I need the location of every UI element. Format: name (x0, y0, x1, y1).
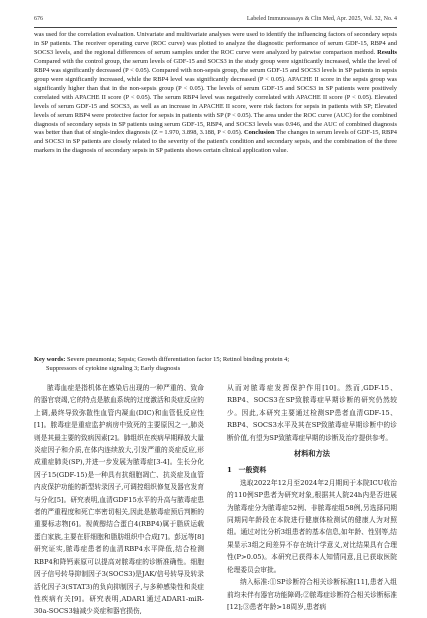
english-abstract (34, 31, 397, 156)
page-number: 676 (34, 16, 43, 22)
keywords (34, 356, 397, 374)
results-label: Results (377, 48, 397, 56)
body-right-column (227, 382, 397, 613)
journal-citation: Labeled Immunoassays & Clin Med, Apr. 2025, Vol. 32, No. 4 (246, 16, 397, 22)
intro-paragraph: 脓毒血症是指机体在感染后出现的一种严重的、致命的器官衰竭,它的特点是脓血系统的过度激活和炎症反应的上调,最终导致弥散性血管内凝血(DIC)和血管低反应性[1]。脓毒症是重症监护病房中致死的主要原因之一,肺炎则是其最主要的致病因素[2]。肺组织在疾病早期释放大量炎症因子和介质,在体内连续放大,引发严重的炎症反应,形成重症肺炎(SP),并进一步发展为脓毒症[3-4]。生长分化因子15(GDF-15)是一种具有抗细胞凋亡、抗炎症及血管内皮保护功能的新型转录因子,可调控组织修复及器官发育与分化[5]。研究表明,血清GDF15水平的升高与脓毒症患者的严重程度和死亡率密切相关,因此是脓毒症预后判断的重要标志物[6]。视黄醇结合蛋白4(RBP4)属于脂质运载蛋白家族,主要在肝细胞和脂肪组织中合成[7]。彭远等[8]研究证实,脓毒症患者的血清RBP4水平降低,结合检测RBP4和降钙素原可以提高对脓毒症的诊断准确性。细胞因子信号转导抑制因子3(SOCS3)是JAK/信号转导及转录活化因子3(STAT3)的负向抑制因子,与多种感染性和炎症性疾病有关[9]。研究表明,ADAR1通过ADAR1-miR-30a-SOCS3轴减少炎症和器官损伤, (34, 384, 204, 616)
keywords-label: Key words: (34, 356, 66, 363)
keywords-line-1: Severe pneumonia; Sepsis; Growth differentiation factor 15; Retinol binding protein 4; (67, 356, 290, 363)
subsection-title: 1 一般资料 (227, 466, 267, 475)
body-left-column (34, 382, 204, 618)
abstract-results-text: Compared with the control group, the serum levels of GDF-15 and SOCS3 in the study group were significantly increased, while the level of RBP4 was significantly decreased (P < 0.05). Compared with non-sepsis group, the serum GDF-15 and SOCS3 levels in SP patients in sepsis group were significantly increased, while the RBP4 level was significantly decreased (P < 0.05). APACHE II score in the sepsis group was significantly higher than that in the non-sepsis group (P < 0.05). The levels of serum GDF-15 and SOCS3 in SP patients were positively correlated with APACHE II score (P < 0.05). The serum RBP4 level was negatively correlated with APACHE II score (P < 0.05). Elevated levels of serum GDF-15 and SOCS3, as well as an increase in APACHE II score, were risk factors for sepsis in patients with SP; Elevated levels of serum RBP4 were protective factor for sepsis in patients with SP (P < 0.05). The area under the ROC curve (AUC) for the combined diagnosis of secondary sepsis in SP patients using serum GDF-15, RBP4, and SOCS3 levels was 0.946, and the AUC of combined diagnosis was better than that of single-index diagnosis (Z = 1.970, 3.898, 3.188, P < 0.05). (34, 57, 397, 137)
intro-paragraph-continued: 从而对脓毒症发挥保护作用[10]。然而,GDF-15、RBP4、SOCS3在SP致脓毒症早期诊断的研究仍然较少。因此,本研究主要通过检测SP患者血清GDF-15、RBP4、SOCS3水平及其在SP致脓毒症早期诊断中的诊断价值,有望为SP致脓毒症早期的诊断及治疗提供参考。 (227, 384, 397, 442)
general-data-paragraph: 选取2022年12月至2024年2月期间于本院ICU收治的110例SP患者为研究对象,根据其人院24h内是否进展为脓毒症分为脓毒症52例、非脓毒症组58例,另选择同期同期同年龄段在本院进行健康体检测试的健康人为对照组。通过对比分析3组患者的基本信息,如年龄、性别等,结果显示3组之间差异不存在统计学意义,对比结果具有合理性(P>0.05)。本研究已获得本人知情同意,且已获取医院伦理委员会审批。 (227, 478, 397, 574)
section-title: 材料和方法 (294, 449, 330, 459)
abstract-methods-text: was used for the correlation evaluation. Univariate and multivariate analyses were used to identify the influencing factors of secondary sepsis in SP patients. The receiver operating curve (ROC curve) was plotted to analyze the diagnostic performance of serum GDF-15, RBP4 and SOCS3 levels, and the regional differences of serum samples under the ROC curve were analyzed by pairwise comparison method. (34, 31, 397, 56)
inclusion-criteria-paragraph: 纳入标准:①SP诊断符合相关诊断标准[11],患者入组前均未伴有器官功能障碍;②脓毒症诊断符合相关诊断标准[12];③患者年龄>18周岁,患者病 (227, 578, 397, 611)
abstract-conclusion-text: The changes in serum levels of GDF-15, RBP4 and SOCS3 in SP patients are closely related to the severity of the patient's condition and secondary sepsis, and the combination of the three markers in the diagnosis of secondary sepsis in SP patients shows certain clinical application value. (34, 129, 397, 155)
abstract-methods-tail (34, 31, 397, 156)
conclusion-label: Conclusion (244, 129, 275, 137)
keywords-line-2: Suppressors of cytokine signaling 3; Early diagnosis (46, 364, 181, 372)
header-rule (34, 27, 397, 28)
